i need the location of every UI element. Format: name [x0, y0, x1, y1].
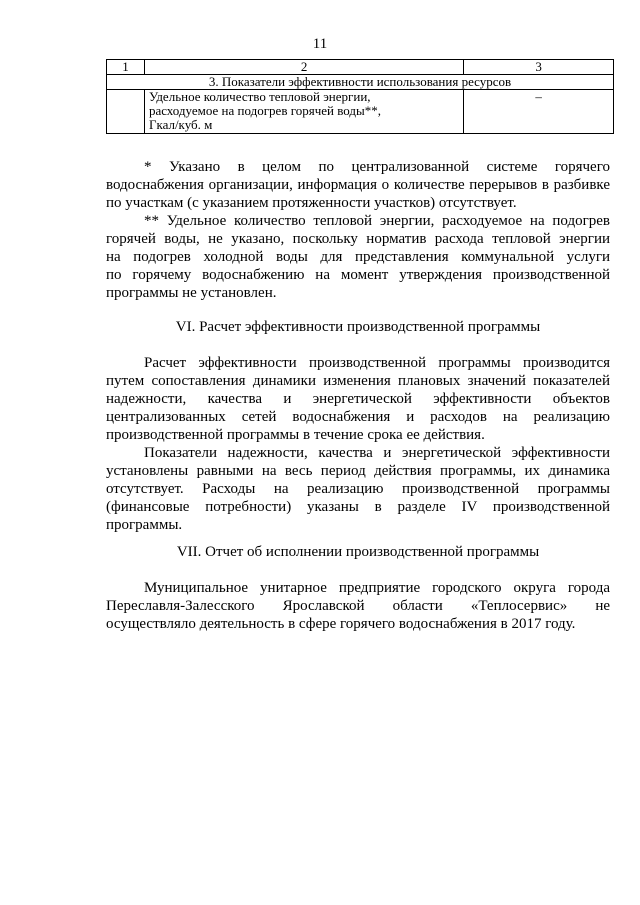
page-number: 11	[312, 36, 328, 52]
section-7-paragraph-1	[106, 579, 610, 633]
text-line: Переславля-Залесского Ярославской области «Теплосервис» не	[106, 598, 610, 614]
text-line: программы.	[106, 517, 183, 533]
text-line: централизованных сетей водоснабжения и расходов на реализацию	[106, 409, 610, 425]
text-line: Показатели надежности, качества и энергетической эффективности	[144, 445, 610, 461]
text-line: Муниципальное унитарное предприятие городского округа города	[144, 580, 610, 596]
section-6-paragraph-1	[106, 354, 610, 444]
text-line: надежности, качества и энергетической эффективности объектов	[106, 391, 610, 407]
section-6-title: VI. Расчет эффективности производственной программы	[175, 319, 541, 335]
text-line: отсутствует. Расходы на реализацию производственной программы	[106, 481, 610, 497]
table-row	[107, 90, 614, 134]
footnote-2	[106, 212, 610, 302]
text-line: программы не установлен.	[106, 285, 277, 301]
text-line: по горячему водоснабжению на момент утверждения производственной	[106, 267, 610, 283]
text-line: * Указано в целом по централизованной системе горячего	[144, 159, 610, 175]
text-line: водоснабжения организации, информация о количестве перерывов в разбивке	[106, 177, 610, 193]
section-7-title: VII. Отчет об исполнении производственной программы	[176, 544, 540, 560]
table-section-title: 3. Показатели эффективности использования ресурсов	[107, 75, 614, 90]
text-line: по участкам (с указанием протяженности участков) отсутствует.	[106, 195, 517, 211]
table-cell	[107, 90, 145, 134]
text-line: Расчет эффективности производственной программы производится	[144, 355, 610, 371]
table-header-cell: 3	[464, 60, 614, 75]
text-line: на подогрев холодной воды для представления коммунальной услуги	[106, 249, 610, 265]
efficiency-table	[106, 59, 614, 134]
table-section-row	[107, 75, 614, 90]
text-line: осуществляло деятельность в сфере горячего водоснабжения в 2017 году.	[106, 616, 576, 632]
footnote-1	[106, 158, 610, 212]
text-line: производственной программы в течение срока ее действия.	[106, 427, 485, 443]
text-line: ** Удельное количество тепловой энергии, расходуемое на подогрев	[144, 213, 610, 229]
text-line: горячей воды, не указано, поскольку норматив расхода тепловой энергии	[106, 231, 610, 247]
text-line: (финансовые потребности) указаны в разделе IV производственной	[106, 499, 610, 515]
table-header-cell: 1	[107, 60, 145, 75]
indicator-line: Удельное количество тепловой энергии,	[148, 89, 371, 104]
indicator-line: Гкал/куб. м	[148, 117, 213, 132]
table-cell-value: –	[464, 90, 614, 134]
table-header-cell: 2	[144, 60, 463, 75]
table-header-row	[107, 60, 614, 75]
indicator-line: расходуемое на подогрев горячей воды**,	[148, 103, 381, 118]
section-6-paragraph-2	[106, 444, 610, 534]
text-line: установлены равными на весь период действия программы, их динамика	[106, 463, 610, 479]
table-cell-indicator	[144, 90, 463, 134]
text-line: путем сопоставления динамики изменения плановых значений показателей	[106, 373, 610, 389]
